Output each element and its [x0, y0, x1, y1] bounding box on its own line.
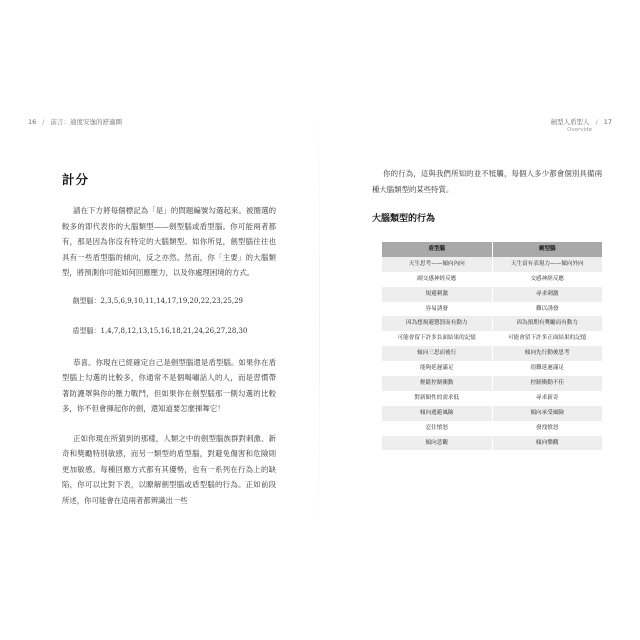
table-row [382, 346, 602, 361]
shield-trait: 傾向逃避風險 [419, 409, 454, 416]
shield-trait: 因為想規避懲罰而有動力 [405, 320, 468, 327]
shield-trait: 可能會留下許多負面結果的記憶 [397, 335, 476, 342]
shield-trait: 副交感神經反應 [417, 275, 457, 282]
right-page-number: 17 [603, 118, 612, 126]
table-row [382, 287, 602, 302]
right-book-title: 劍型人盾型人 [550, 118, 590, 126]
table-row [382, 406, 602, 421]
table-header-row [382, 242, 602, 257]
sword-trait: 傾向承受風險 [492, 406, 603, 421]
table-row [382, 361, 602, 376]
table-row [382, 272, 602, 287]
shield-trait: 容易誘發 [425, 305, 448, 312]
scoring-instructions: 請在下方將每個標記為「是」的問題編號勾選起來。被圈選的較多的即代表你的大腦類型——劍型腦或盾型腦。你可能兩者都有，那是因為你沒有特定的大腦類型。如你所見，劍型腦往往也具有一些盾型腦的傾向，反之亦然。然而，你「主要」的大腦類型，將預測你可能如何回應壓力，以及你處理困境的方式。 [62, 206, 276, 277]
sword-trait: 交感神經反應 [492, 272, 603, 287]
table-row [382, 302, 602, 317]
shield-trait: 忍住憤怒 [425, 424, 448, 431]
continued-paragraph: 你的行為，這與我們所知的並不牴觸，每個人多少都會個別具備兩種大腦類型的某些特質。 [372, 169, 602, 194]
sword-trait: 因為預期有獎勵而有動力 [492, 316, 603, 331]
left-page-number: 16 [28, 118, 37, 126]
shield-trait: 輕鬆控制衝動 [419, 380, 454, 387]
page-gutter [319, 110, 320, 530]
shield-trait: 傾向三思而後行 [417, 350, 457, 357]
header-shield-brain: 盾型腦 [428, 246, 446, 252]
sword-trait: 難以誘發 [492, 302, 603, 317]
brain-type-table [382, 242, 602, 450]
shield-trait: 傾向悲觀 [425, 439, 448, 446]
sword-trait: 發洩憤怒 [492, 421, 603, 436]
sword-trait: 很難延遲滿足 [492, 361, 603, 376]
sword-trait: 傾向樂觀 [492, 436, 603, 451]
right-page-body [372, 166, 602, 450]
shield-brain-list: 盾型腦：1,4,7,8,12,13,15,16,18,21,24,26,27,28,30 [72, 326, 248, 335]
table-body [382, 257, 602, 451]
table-row [382, 257, 602, 272]
table-heading: 大腦類型的行為 [372, 214, 436, 224]
table-row [382, 421, 602, 436]
sword-trait: 可能會留下許多正面結果的記憶 [492, 331, 603, 346]
left-running-header: 16 / 前言：通度安逸的舒適圈 [28, 118, 122, 126]
header-sword-brain: 劍型腦 [492, 242, 603, 257]
shield-trait: 能夠延遲滿足 [419, 365, 454, 372]
table-row [382, 436, 602, 451]
shield-trait: 規避刺激 [425, 290, 448, 297]
left-chapter-title: 前言：通度安逸的舒適圈 [50, 118, 122, 126]
left-page-body [62, 170, 276, 522]
shield-trait: 天生思考——傾向內向 [408, 260, 465, 267]
sword-trait: 尋求新奇 [492, 391, 603, 406]
section-heading: 計分 [62, 172, 90, 187]
sword-trait: 控制衝動不佳 [492, 376, 603, 391]
sword-trait: 尋求刺激 [492, 287, 603, 302]
table-row [382, 316, 602, 331]
sword-trait: 傾向先行動後思考 [492, 346, 603, 361]
table-row [382, 376, 602, 391]
table-row [382, 331, 602, 346]
explanation-paragraph: 正如你現在所猜到的那樣，人類之中的劍型腦族群對刺激、新奇和獎勵特別敏感，而另一類型的盾型腦，對避免傷害和危險則更加敏感。每種回應方式都有其優勢，也有一系列在行為上的缺陷，你可以比對下表，以瞭解劍型腦或盾型腦的行為。正如前段所述，你可能會在這兩者都辨識出一些 [62, 433, 276, 505]
sword-trait: 天生富有表現力——傾向外向 [492, 257, 603, 272]
right-header-subtitle: Overvide [567, 127, 592, 133]
right-running-header: 劍型人盾型人 / 17 Overvide [550, 118, 612, 133]
congrats-paragraph: 恭喜。你現在已經確定自己是劍型腦還是盾型腦。如果你在盾型腦上勾選的比較多，你通常不是個喝嘯話人的人，而是習慣帶著防護罩與你的壓力戰鬥，但如果你在劍型腦那一側勾選的比較多，你不但會揮起你的劍，還知道要怎麼揮舞它！ [62, 357, 276, 413]
table-row [382, 391, 602, 406]
shield-trait: 對新穎性的需求低 [414, 394, 460, 401]
sword-brain-list: 劍型腦：2,3,5,6,9,10,11,14,17,19,20,22,23,25,29 [72, 296, 243, 305]
